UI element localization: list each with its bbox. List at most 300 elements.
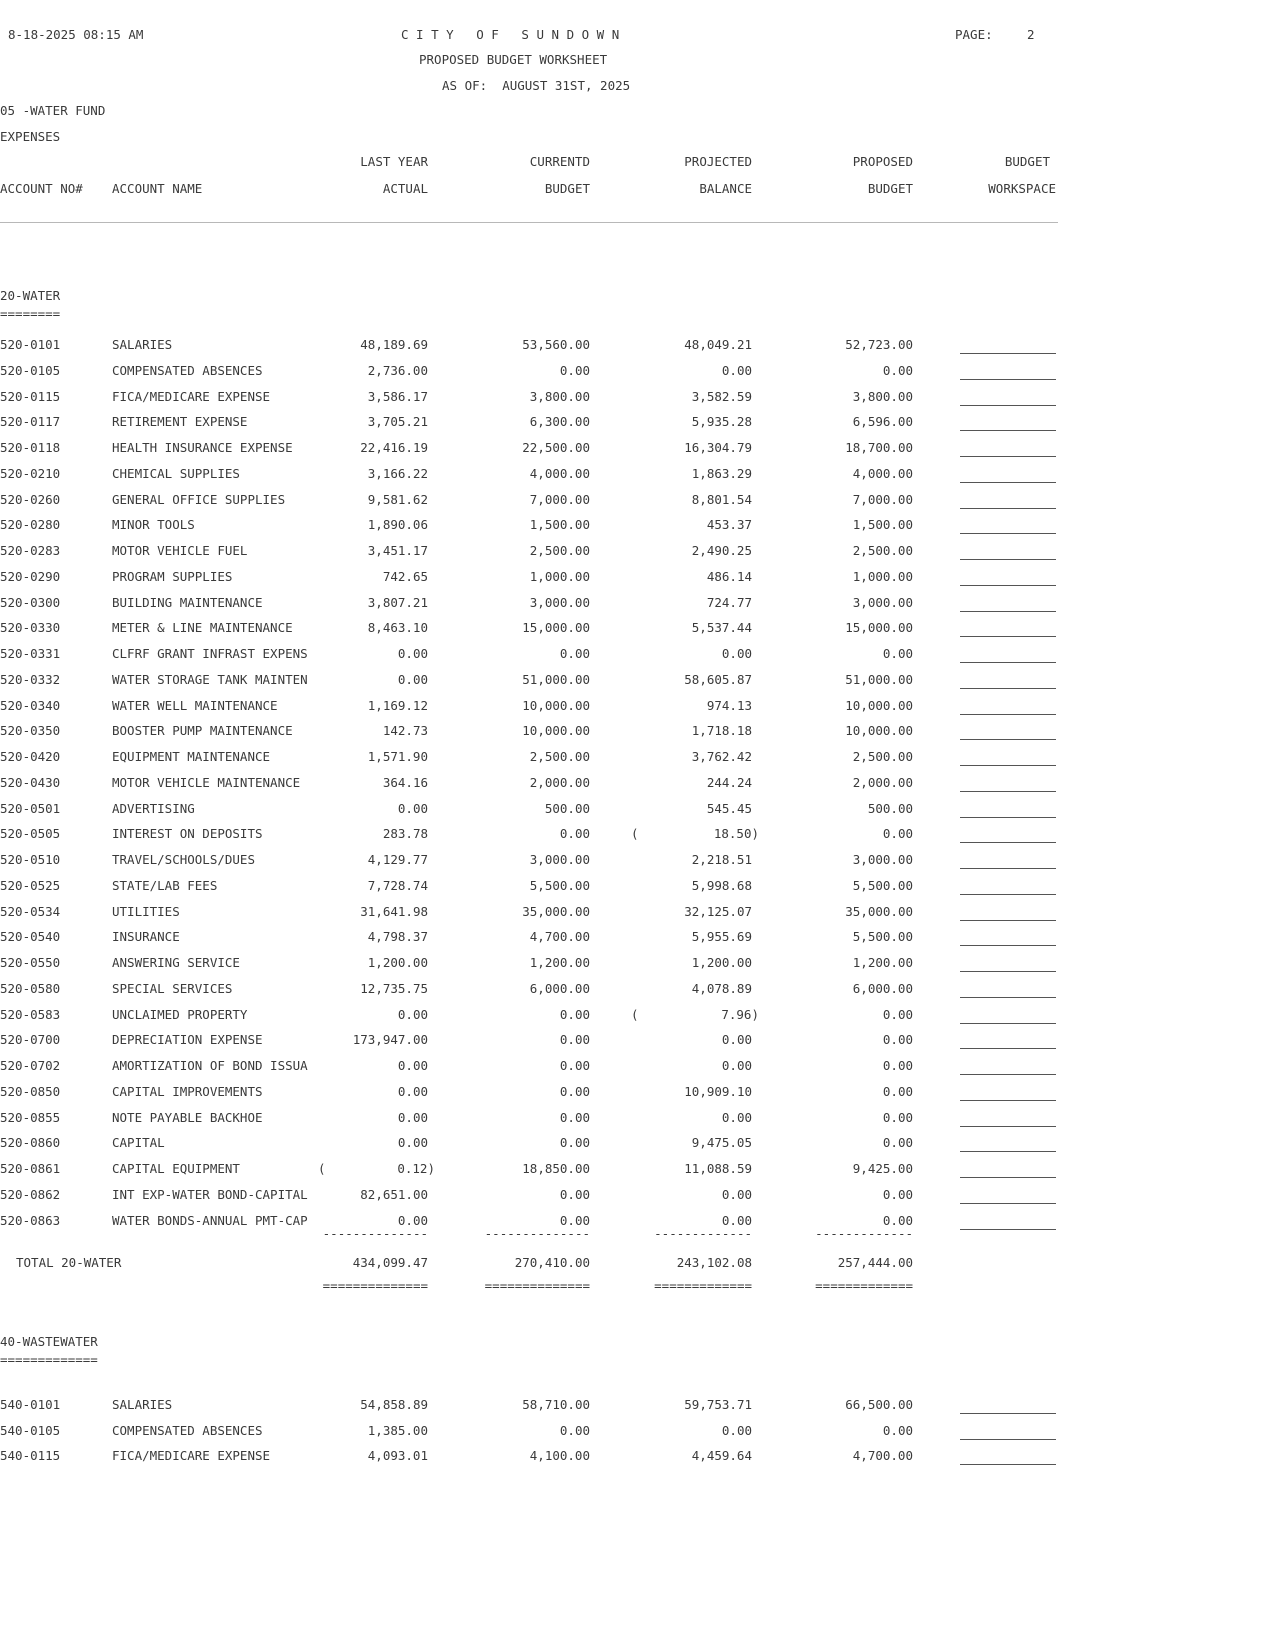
last-year-actual: 9,581.62 [367,491,428,507]
account-no: 520-0702 [0,1058,61,1073]
account-name: GENERAL OFFICE SUPPLIES [112,491,286,507]
account-no: 540-0115 [0,1448,61,1463]
proposed-budget: 15,000.00 [845,620,913,636]
proposed-budget: 18,700.00 [845,440,913,455]
projected-balance: 58,605.87 [684,671,752,687]
table-row [0,569,1060,587]
projected-balance: 5,998.68 [691,877,752,893]
account-name: HEALTH INSURANCE EXPENSE [112,440,293,455]
account-name: COMPENSATED ABSENCES [112,1422,263,1438]
account-no: 520-0280 [0,517,61,533]
projected-balance: 0.00 [721,1109,752,1125]
account-no: 520-0330 [0,620,61,636]
account-no: 520-0340 [0,697,61,713]
table-row [0,698,1060,716]
proposed-budget: 0.00 [882,1083,913,1099]
current-budget: 3,000.00 [529,594,590,610]
water-heading: 20-WATER [0,288,61,303]
account-no: 520-0350 [0,723,61,739]
account-no: 520-0118 [0,440,61,455]
current-budget: 53,560.00 [522,337,590,352]
projected-balance: 0.00 [721,1212,752,1228]
last-year-actual: 1,890.06 [367,517,428,533]
account-no: 520-0290 [0,568,61,584]
workspace-entry-line[interactable] [960,1464,1056,1465]
projected-balance: 5,935.28 [691,414,752,430]
workspace-entry-line[interactable] [960,1439,1056,1440]
last-year-actual: 3,705.21 [367,414,428,430]
projected-balance: 244.24 [706,774,752,790]
current-budget: 51,000.00 [522,671,590,687]
wastewater-heading: 40-WASTEWATER [0,1334,98,1349]
proposed-budget: 10,000.00 [845,697,913,713]
current-budget: 15,000.00 [522,620,590,636]
account-no: 520-0863 [0,1212,61,1228]
table-row [0,1187,1060,1205]
proposed-budget: 3,000.00 [852,852,913,867]
current-budget: 0.00 [559,1135,590,1151]
proposed-budget: 3,000.00 [852,594,913,610]
last-year-actual: 82,651.00 [360,1186,428,1202]
current-budget: 2,000.00 [529,774,590,790]
projected-balance: 974.13 [706,697,752,713]
account-no: 520-0550 [0,955,61,970]
workspace-entry-line[interactable] [960,482,1056,483]
workspace-entry-line[interactable] [960,636,1056,637]
account-name: ANSWERING SERVICE [112,955,240,970]
workspace-entry-line[interactable] [960,405,1056,406]
last-year-actual: 3,807.21 [367,594,428,610]
account-name: UNCLAIMED PROPERTY [112,1006,248,1022]
workspace-entry-line[interactable] [960,379,1056,380]
proposed-budget: 5,500.00 [852,877,913,893]
last-year-actual: 2,736.00 [367,362,428,378]
account-name: INSURANCE [112,929,180,945]
workspace-entry-line[interactable] [960,508,1056,509]
table-row [0,440,1060,458]
proposed-budget: 6,000.00 [852,980,913,996]
current-budget: 0.00 [559,1006,590,1022]
water-total-label: TOTAL 20-WATER [16,1255,122,1270]
account-name: DEPRECIATION EXPENSE [112,1032,263,1048]
account-name: WATER BONDS-ANNUAL PMT-CAP [112,1212,308,1228]
current-budget: 0.00 [559,1186,590,1202]
account-no: 520-0862 [0,1186,61,1202]
account-name: CLFRF GRANT INFRAST EXPENS [112,646,308,661]
table-row [0,801,1060,819]
account-name: CAPITAL EQUIPMENT [112,1161,240,1176]
workspace-entry-line[interactable] [960,430,1056,431]
current-budget: 4,700.00 [529,929,590,945]
proposed-budget: 0.00 [882,1186,913,1202]
last-year-actual: 0.00 [397,1058,428,1073]
workspace-entry-line[interactable] [960,559,1056,560]
workspace-entry-line[interactable] [960,920,1056,921]
table-row [0,929,1060,947]
section-name: EXPENSES [0,129,61,144]
projected-balance: 0.00 [721,1422,752,1438]
proposed-budget: 66,500.00 [845,1397,913,1412]
workspace-entry-line[interactable] [960,353,1056,354]
proposed-budget: 2,500.00 [852,749,913,764]
account-no: 520-0115 [0,388,61,404]
projected-balance: 545.45 [706,800,752,816]
current-budget: 2,500.00 [529,543,590,558]
current-budget: 3,000.00 [529,852,590,867]
projected-balance: 59,753.71 [684,1397,752,1412]
account-no: 520-0332 [0,671,61,687]
projected-balance: 486.14 [706,568,752,584]
table-row [0,1007,1060,1025]
current-budget: 5,500.00 [529,877,590,893]
water-total-current: 270,410.00 [514,1255,590,1270]
table-row [0,1448,1060,1466]
table-row [0,852,1060,870]
projected-balance: 18.50) [713,826,759,842]
projected-balance: 32,125.07 [684,903,752,919]
proposed-budget: 35,000.00 [845,903,913,919]
workspace-entry-line[interactable] [960,765,1056,766]
proposed-budget: 1,000.00 [852,568,913,584]
as-of-date: AS OF: AUGUST 31ST, 2025 [442,78,631,93]
workspace-entry-line[interactable] [960,868,1056,869]
workspace-entry-line[interactable] [960,1413,1056,1414]
last-year-actual: 3,586.17 [367,388,428,404]
proposed-budget: 0.00 [882,646,913,661]
last-year-actual: 283.78 [382,826,428,842]
header-rule [0,222,1058,223]
current-budget: 10,000.00 [522,723,590,739]
water-heading-underline: ======== [0,306,61,321]
projected-balance: 0.00 [721,646,752,661]
eq-last: ============== [322,1278,428,1293]
workspace-entry-line[interactable] [960,739,1056,740]
account-name: METER & LINE MAINTENANCE [112,620,293,636]
workspace-entry-line[interactable] [960,1229,1056,1230]
table-row [0,363,1060,381]
last-year-actual: 142.73 [382,723,428,739]
last-year-actual: 4,798.37 [367,929,428,945]
account-no: 520-0534 [0,903,61,919]
account-name: EQUIPMENT MAINTENANCE [112,749,271,764]
current-budget: 4,100.00 [529,1448,590,1463]
account-name: FICA/MEDICARE EXPENSE [112,1448,271,1463]
water-total-projected: 243,102.08 [676,1255,752,1270]
workspace-entry-line[interactable] [960,456,1056,457]
page-label: PAGE: [955,27,993,42]
projected-balance: 724.77 [706,594,752,610]
table-row [0,723,1060,741]
account-no: 520-0420 [0,749,61,764]
current-budget: 0.00 [559,1058,590,1073]
proposed-budget: 4,700.00 [852,1448,913,1463]
projected-balance: 11,088.59 [684,1161,752,1176]
table-row [0,878,1060,896]
table-row [0,543,1060,561]
current-budget: 1,500.00 [529,517,590,533]
col-budget: BUDGET [1004,154,1050,169]
account-name: MINOR TOOLS [112,517,195,533]
col-projected: PROJECTED [684,154,752,169]
account-name: PROGRAM SUPPLIES [112,568,233,584]
table-row [0,1084,1060,1102]
last-year-actual: 3,451.17 [367,543,428,558]
projected-balance: 453.37 [706,517,752,533]
last-year-actual: 1,200.00 [367,955,428,970]
last-year-actual: 1,571.90 [367,749,428,764]
proposed-budget: 0.00 [882,1058,913,1073]
workspace-entry-line[interactable] [960,1048,1056,1049]
account-no: 540-0105 [0,1422,61,1438]
account-name: COMPENSATED ABSENCES [112,362,263,378]
proposed-budget: 3,800.00 [852,388,913,404]
dash-last: -------------- [322,1226,428,1241]
table-row [0,517,1060,535]
last-year-actual: 31,641.98 [360,903,428,919]
projected-balance: 9,475.05 [691,1135,752,1151]
account-no: 520-0210 [0,465,61,481]
proposed-budget: 2,500.00 [852,543,913,558]
account-no: 540-0101 [0,1397,61,1412]
table-row [0,620,1060,638]
workspace-entry-line[interactable] [960,894,1056,895]
workspace-entry-line[interactable] [960,842,1056,843]
current-budget: 22,500.00 [522,440,590,455]
dash-proj: ------------- [654,1226,752,1241]
projected-balance: 8,801.54 [691,491,752,507]
projected-balance: 4,078.89 [691,980,752,996]
table-row [0,981,1060,999]
workspace-entry-line[interactable] [960,1074,1056,1075]
proposed-budget: 1,500.00 [852,517,913,533]
col-account-name: ACCOUNT NAME [112,181,203,196]
workspace-entry-line[interactable] [960,688,1056,689]
city-name: C I T Y O F S U N D O W N [401,27,620,42]
table-row [0,672,1060,690]
account-no: 520-0850 [0,1083,61,1099]
account-name: SPECIAL SERVICES [112,980,233,996]
table-row [0,1110,1060,1128]
current-budget: 2,500.00 [529,749,590,764]
account-no: 520-0510 [0,852,61,867]
current-budget: 7,000.00 [529,491,590,507]
account-no: 520-0101 [0,337,61,352]
current-budget: 0.00 [559,646,590,661]
col-account-no: ACCOUNT NO# [0,181,83,196]
last-year-actual: 0.00 [397,1083,428,1099]
workspace-entry-line[interactable] [960,997,1056,998]
projected-balance: 1,200.00 [691,955,752,970]
workspace-entry-line[interactable] [960,1023,1056,1024]
workspace-entry-line[interactable] [960,1177,1056,1178]
last-year-actual: 0.00 [397,1109,428,1125]
account-name: CAPITAL IMPROVEMENTS [112,1083,263,1099]
current-budget: 6,300.00 [529,414,590,430]
last-year-actual: 12,735.75 [360,980,428,996]
projected-balance: 0.00 [721,1032,752,1048]
last-year-actual: 0.00 [397,1212,428,1228]
dash-prop: ------------- [815,1226,913,1241]
projected-balance: 0.00 [721,1186,752,1202]
fund-name: 05 -WATER FUND [0,103,106,118]
proposed-budget: 10,000.00 [845,723,913,739]
col-balance: BALANCE [699,181,752,196]
report-title: PROPOSED BUDGET WORKSHEET [419,52,608,67]
current-budget: 10,000.00 [522,697,590,713]
table-row [0,1135,1060,1153]
workspace-entry-line[interactable] [960,714,1056,715]
account-no: 520-0540 [0,929,61,945]
current-budget: 18,850.00 [522,1161,590,1176]
table-row [0,389,1060,407]
account-name: BOOSTER PUMP MAINTENANCE [112,723,293,739]
table-row [0,466,1060,484]
col-workspace: WORKSPACE [988,181,1056,196]
proposed-budget: 4,000.00 [852,465,913,481]
account-no: 520-0331 [0,646,61,661]
last-year-actual: 7,728.74 [367,877,428,893]
account-name: RETIREMENT EXPENSE [112,414,248,430]
account-name: UTILITIES [112,903,180,919]
account-no: 520-0583 [0,1006,61,1022]
account-name: ADVERTISING [112,800,195,816]
projected-balance: 7.96) [721,1006,759,1022]
proposed-budget: 0.00 [882,1006,913,1022]
last-year-actual: 173,947.00 [352,1032,428,1048]
proposed-budget: 0.00 [882,1135,913,1151]
report-datetime: 8-18-2025 08:15 AM [8,27,144,42]
account-no: 520-0501 [0,800,61,816]
workspace-entry-line[interactable] [960,971,1056,972]
current-budget: 58,710.00 [522,1397,590,1412]
col-budget-proposed: BUDGET [867,181,913,196]
projected-balance: 3,762.42 [691,749,752,764]
account-name: TRAVEL/SCHOOLS/DUES [112,852,255,867]
current-budget: 0.00 [559,1212,590,1228]
workspace-entry-line[interactable] [960,1151,1056,1152]
account-no: 520-0283 [0,543,61,558]
negative-paren: ( [631,826,639,842]
projected-balance: 1,718.18 [691,723,752,739]
table-row [0,337,1060,355]
proposed-budget: 52,723.00 [845,337,913,352]
account-no: 520-0300 [0,594,61,610]
workspace-entry-line[interactable] [960,1203,1056,1204]
workspace-entry-line[interactable] [960,1100,1056,1101]
last-year-actual: 1,169.12 [367,697,428,713]
last-year-actual: 0.00 [397,671,428,687]
current-budget: 35,000.00 [522,903,590,919]
projected-balance: 2,490.25 [691,543,752,558]
projected-balance: 0.00 [721,1058,752,1073]
projected-balance: 0.00 [721,362,752,378]
projected-balance: 10,909.10 [684,1083,752,1099]
account-name: INT EXP-WATER BOND-CAPITAL [112,1186,308,1202]
workspace-entry-line[interactable] [960,791,1056,792]
last-year-actual: 3,166.22 [367,465,428,481]
wastewater-heading-underline: ============= [0,1352,98,1367]
current-budget: 1,200.00 [529,955,590,970]
current-budget: 0.00 [559,1422,590,1438]
last-year-actual: 0.00 [397,646,428,661]
account-no: 520-0700 [0,1032,61,1048]
account-name: CAPITAL [112,1135,165,1151]
col-proposed: PROPOSED [852,154,913,169]
projected-balance: 5,955.69 [691,929,752,945]
workspace-entry-line[interactable] [960,662,1056,663]
table-row [0,1423,1060,1441]
table-row [0,492,1060,510]
last-year-actual: 0.12) [397,1161,435,1176]
last-year-actual: 0.00 [397,1006,428,1022]
table-row [0,775,1060,793]
proposed-budget: 5,500.00 [852,929,913,945]
projected-balance: 5,537.44 [691,620,752,636]
negative-paren: ( [631,1006,639,1022]
current-budget: 500.00 [544,800,590,816]
proposed-budget: 2,000.00 [852,774,913,790]
negative-paren: ( [318,1161,326,1176]
account-name: CHEMICAL SUPPLIES [112,465,240,481]
last-year-actual: 1,385.00 [367,1422,428,1438]
proposed-budget: 0.00 [882,362,913,378]
col-actual: ACTUAL [382,181,428,196]
account-no: 520-0260 [0,491,61,507]
last-year-actual: 0.00 [397,1135,428,1151]
workspace-entry-line[interactable] [960,585,1056,586]
water-total-last: 434,099.47 [352,1255,428,1270]
table-row [0,1032,1060,1050]
workspace-entry-line[interactable] [960,1126,1056,1127]
account-name: BUILDING MAINTENANCE [112,594,263,610]
table-row [0,826,1060,844]
account-no: 520-0117 [0,414,61,430]
current-budget: 1,000.00 [529,568,590,584]
workspace-entry-line[interactable] [960,817,1056,818]
workspace-entry-line[interactable] [960,945,1056,946]
proposed-budget: 0.00 [882,1109,913,1125]
last-year-actual: 4,093.01 [367,1448,428,1463]
account-name: MOTOR VEHICLE FUEL [112,543,248,558]
account-no: 520-0430 [0,774,61,790]
proposed-budget: 7,000.00 [852,491,913,507]
table-row [0,1397,1060,1415]
proposed-budget: 0.00 [882,1422,913,1438]
last-year-actual: 742.65 [382,568,428,584]
table-row [0,955,1060,973]
proposed-budget: 0.00 [882,1212,913,1228]
workspace-entry-line[interactable] [960,533,1056,534]
col-budget-current: BUDGET [544,181,590,196]
account-name: SALARIES [112,337,173,352]
col-last-year: LAST YEAR [360,154,428,169]
current-budget: 0.00 [559,1083,590,1099]
workspace-entry-line[interactable] [960,611,1056,612]
account-name: INTEREST ON DEPOSITS [112,826,263,842]
current-budget: 0.00 [559,1032,590,1048]
account-name: MOTOR VEHICLE MAINTENANCE [112,774,301,790]
eq-proj: ============= [654,1278,752,1293]
account-no: 520-0505 [0,826,61,842]
last-year-actual: 4,129.77 [367,852,428,867]
proposed-budget: 6,596.00 [852,414,913,430]
current-budget: 6,000.00 [529,980,590,996]
current-budget: 0.00 [559,826,590,842]
table-row [0,595,1060,613]
table-row [0,1058,1060,1076]
table-row [0,904,1060,922]
account-name: SALARIES [112,1397,173,1412]
